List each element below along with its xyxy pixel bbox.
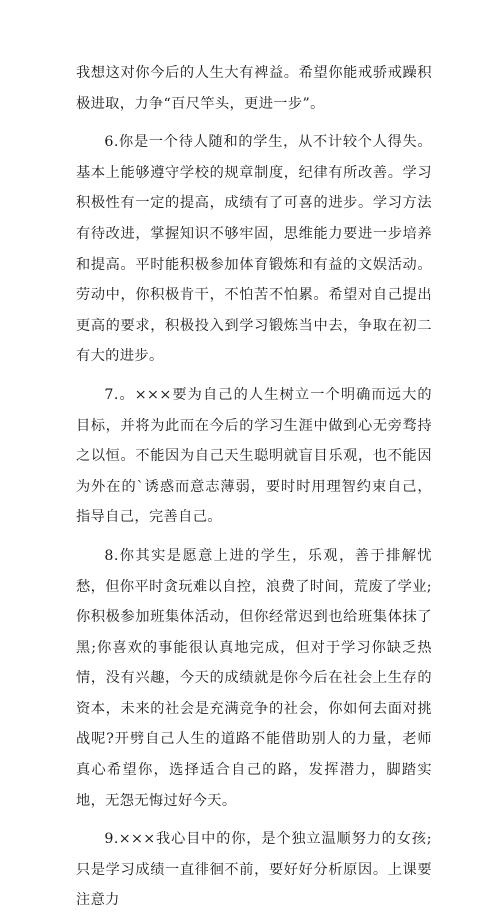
paragraph-8: 8.你其实是愿意上进的学生，乐观，善于排解忧愁，但你平时贪玩难以自控，浪费了时间，荒废了学业;你积极参加班集体活动，但你经常迟到也给班集体抹了黑;你喜欢的事能很认真地完成，但对于学习你缺乏热情，没有兴趣，今天的成绩就是你今后在社会上生存的资本，未来的社会是充满竞争的社会，你如何去面对挑战呢?开劈自己人生的道路不能借助别人的力量，老师真心希望你，选择适合自己的路，发挥潜力，脚踏实地，无怨无悔过好今天。 (76, 547, 432, 809)
paragraph-9: 9.×××我心目中的你，是个独立温顺努力的女孩;只是学习成绩一直徘徊不前，要好好分析原因。上课要注意力 (76, 831, 432, 909)
paragraph-continued: 我想这对你今后的人生大有裨益。希望你能戒骄戒躁积极进取，力争“百尺竿头，更进一步”。 (76, 65, 432, 112)
document-body (76, 58, 432, 924)
paragraph-7: 7.。×××要为自己的人生树立一个明确而远大的目标，并将为此而在今后的学习生涯中做到心无旁骛持之以恒。不能因为自己天生聪明就盲目乐观，也不能因为外在的`诱惑而意志薄弱，要时时用理智约束自己，指导自己，完善自己。 (76, 386, 432, 526)
paragraph-6: 6.你是一个待人随和的学生，从不计较个人得失。基本上能够遵守学校的规章制度，纪律有所改善。学习积极性有一定的提高，成绩有了可喜的进步。学习方法有待改进，掌握知识不够牢固，思维能力要进一步培养和提高。平时能积极参加体育锻炼和有益的文娱活动。劳动中，你积极肯干，不怕苦不怕累。希望对自己提出更高的要求，积极投入到学习锻炼当中去，争取在初二有大的进步。 (76, 134, 432, 365)
